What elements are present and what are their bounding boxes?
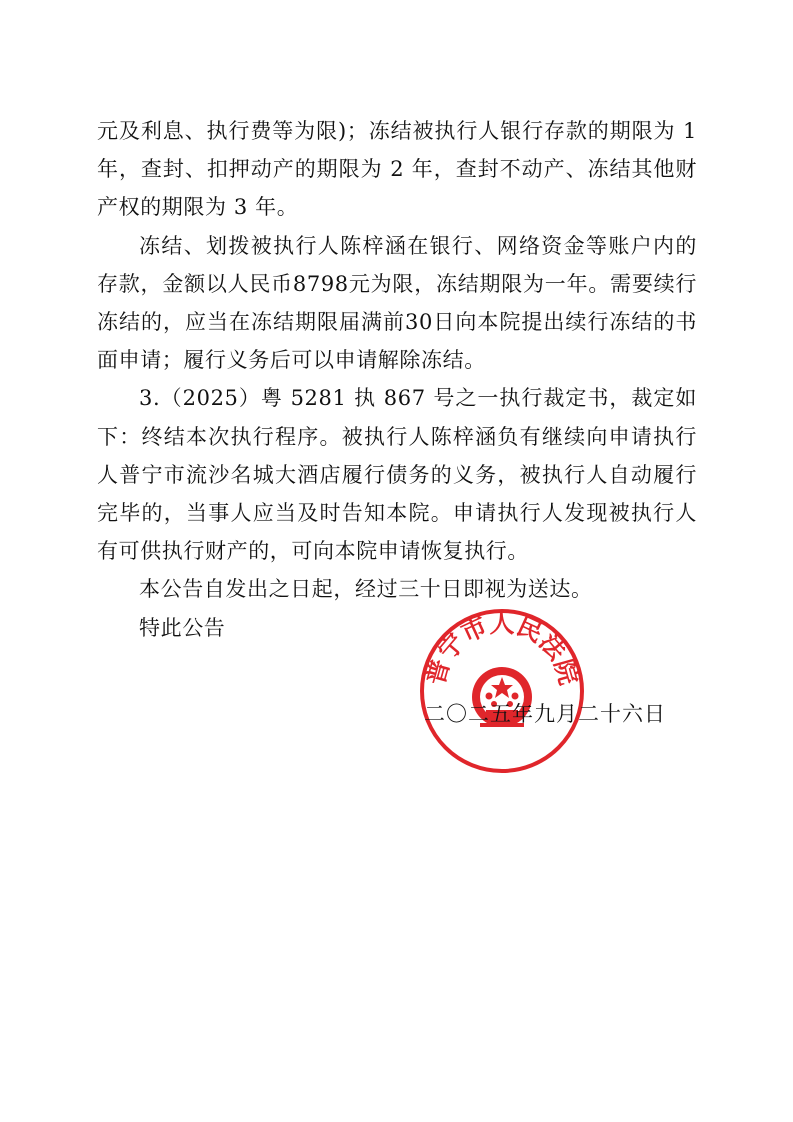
paragraph-3: 3.（2025）粤 5281 执 867 号之一执行裁定书，裁定如下：终结本次执行程序。被执行人陈梓涵负有继续向申请执行人普宁市流沙名城大酒店履行债务的义务，被执行人自动履行完毕的，当事人应当及时告知本院。申请执行人发现被执行人有可供执行财产的，可向本院申请恢复执行。 <box>97 386 697 564</box>
closing-phrase: 特此公告 <box>139 615 226 640</box>
paragraph-2: 冻结、划拨被执行人陈梓涵在银行、网络资金等账户内的存款，金额以人民币8798元为限，冻结期限为一年。需要续行冻结的，应当在冻结期限届满前30日向本院提出续行冻结的书面申请；履行义务后可以申请解除冻结。 <box>97 233 697 373</box>
document-body <box>97 112 697 647</box>
court-seal-icon <box>418 607 586 775</box>
seal-text: 普宁市人民法院 <box>420 608 584 688</box>
issue-date: 二〇二五年九月二十六日 <box>424 702 666 726</box>
paragraph-1: 元及利息、执行费等为限)；冻结被执行人银行存款的期限为 1 年，查封、扣押动产的期限为 2 年，查封不动产、冻结其他财产权的期限为 3 年。 <box>97 119 697 220</box>
paragraph-4: 本公告自发出之日起，经过三十日即视为送达。 <box>139 577 593 602</box>
